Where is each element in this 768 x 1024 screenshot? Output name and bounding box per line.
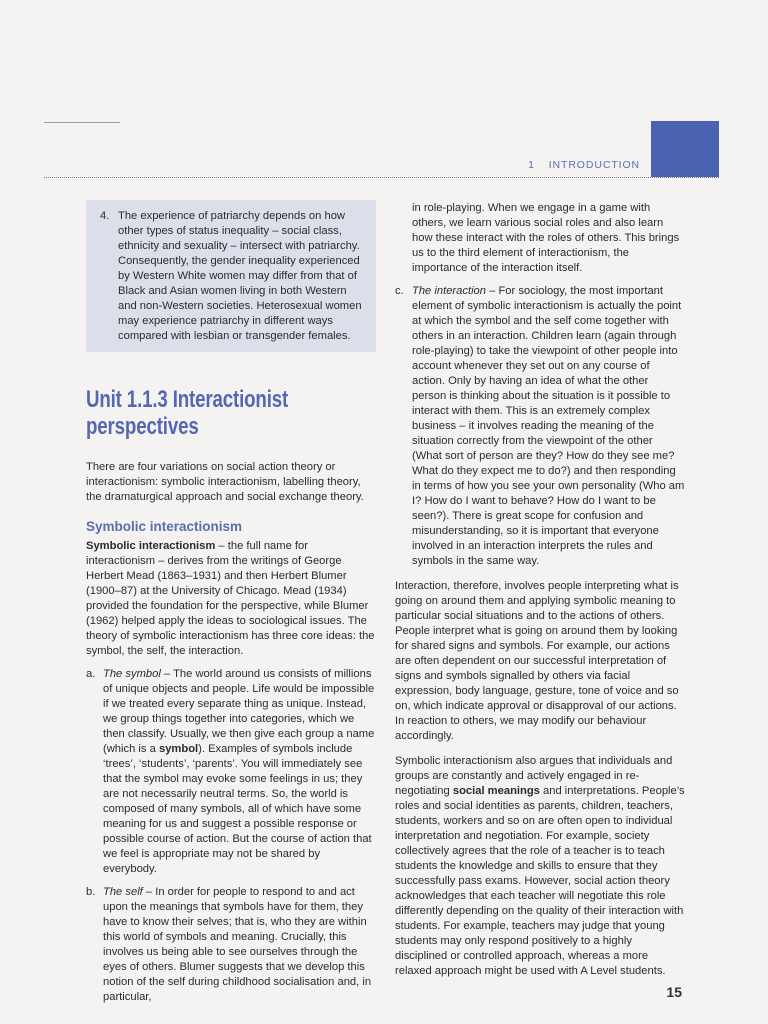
list-term: The interaction: [412, 285, 487, 297]
term-symbolic-interactionism: Symbolic interactionism: [86, 540, 216, 552]
list-item-self-continued: in role-playing. When we engage in a game with others, we learn various social roles and also learn how these interact with the roles of others. This brings us to the third element of interactionism, the importance of the interaction itself.: [412, 202, 680, 274]
chapter-tab-block: [651, 121, 719, 177]
paragraph-interaction: Interaction, therefore, involves people interpreting what is going on around them and applying symbolic meaning to particular social situations and to the actions of others. People interpret what is going on around them by looking for shared signs and symbols. For example, our actions are often dependent on our successful interpretation of signs and symbols signalled by others via facial expression, body language, gesture, tone of voice and so on, which indicate approval or disapproval of our actions. In reaction to others, we may modify our behaviour accordingly.: [395, 580, 679, 742]
list-item-self: [86, 885, 376, 1005]
unit-title-line2: perspectives: [86, 413, 199, 440]
left-column: [86, 200, 376, 1005]
header-divider: [44, 177, 719, 178]
note-number: 4.: [100, 210, 110, 222]
unit-intro: There are four variations on social action theory or interactionism: symbolic interactionism, labelling theory, the dramaturgical approach and social exchange theory.: [86, 461, 364, 503]
list-item-interaction: [395, 284, 685, 569]
list-term: The symbol: [103, 668, 161, 680]
list-label: c.: [395, 285, 404, 297]
chapter-title: INTRODUCTION: [548, 159, 640, 171]
list-label: b.: [86, 886, 96, 898]
core-ideas-list: [86, 667, 376, 1005]
chapter-header: [528, 159, 640, 171]
section-paragraph: Symbolic interactionism – the full name for interactionism – derives from the writings of George Herbert Mead (1863–1931) and then Herbert Blumer (1900–87) at the University of Chicago. Mead (1934) provided the foundation for the perspective, while Blumer (1962) helped apply the ideas to sociological issues. The theory of symbolic interactionism has three core ideas: the symbol, the self, the interaction.: [86, 540, 375, 657]
paragraph-negotiation: Symbolic interactionism also argues that individuals and groups are constantly and actively engaged in re-negotiating social meanings and interpretations. People’s roles and social identities as parents, children, teachers, students, workers and so on are often open to individual interpretation and negotiation. For example, society collectively agrees that the role of a teacher is to teach students the knowledge and skills to ensure that they successfully pass exams. However, social action theory acknowledges that each teacher will negotiate this role differently depending on the quality of their interaction with students. For example, teachers may judge that young students may only respond positively to a highly disciplined or controlled approach, whereas a more relaxed approach might be used with A Level students.: [395, 755, 685, 977]
list-label: a.: [86, 668, 96, 680]
list-text: The interaction – For sociology, the most important element of symbolic interactionism is actually the point at which the symbol and the self come together with others in an interaction. Children learn (again through role-playing) to take the viewpoint of other people into account whenever they set out on any course of action. Only by having an idea of what the other person is thinking about the situation is it possible to interact with them. This is an extremely complex business – it involves reading the meaning of the situation correctly from the viewpoint of the other (What sort of person are they? How do they see me? What do they expect me to do?) and then responding in terms of how you see your own personality (Who am I? How do I want to behave? How do I want to be seen?). There is great scope for confusion and misunderstanding, so it is important that everyone involved in an interaction interprets the rules and symbols in the same way.: [412, 285, 685, 567]
chapter-number: 1: [528, 159, 535, 171]
note-box: [86, 200, 376, 352]
section-heading: Symbolic interactionism: [86, 519, 243, 534]
core-ideas-list-cont: [395, 284, 685, 569]
right-column: [395, 201, 685, 979]
note-item: [94, 209, 368, 344]
top-rule: [44, 122, 120, 123]
unit-title: [86, 386, 367, 440]
page-number: 15: [666, 984, 682, 1000]
note-text: The experience of patriarchy depends on how other types of status inequality – social class, ethnicity and sexuality – intersect with patriarchy. Consequently, the gender inequality experienced by Western White women may differ from that of Black and Asian women living in both Western and non-Western societies. Heterosexual women may experience patriarchy in different ways compared with lesbian or transgender females.: [118, 210, 362, 342]
list-item-symbol: [86, 667, 376, 877]
list-text: The self – In order for people to respond to and act upon the meanings that symbols have for them, they have to know their selves; that is, who they are within this world of symbols and meaning. Crucially, this involves us being able to see ourselves through the eyes of others. Blumer suggests that we develop this notion of the self during childhood socialisation and, in particular,: [103, 886, 372, 1003]
list-text: The symbol – The world around us consists of millions of unique objects and people. Life would be impossible if we treated every separate thing as unique. Instead, we group things together into categories, which we then classify. Usually, we then give each group a name (which is a symbol). Examples of symbols include ‘trees’, ‘students’, ‘parents’. You will immediately see that the symbol may evoke some feelings in us; they are not necessarily neutral terms. So, the world is composed of many symbols, all of which have some meaning for us and suggest a possible response or possible course of action. But the course of action that we feel is appropriate may not be shared by everybody.: [103, 668, 375, 875]
unit-title-line1: Unit 1.1.3 Interactionist: [86, 386, 289, 413]
term-social-meanings: social meanings: [452, 785, 540, 797]
term-symbol: symbol: [158, 743, 199, 755]
list-term: The self: [103, 886, 143, 898]
